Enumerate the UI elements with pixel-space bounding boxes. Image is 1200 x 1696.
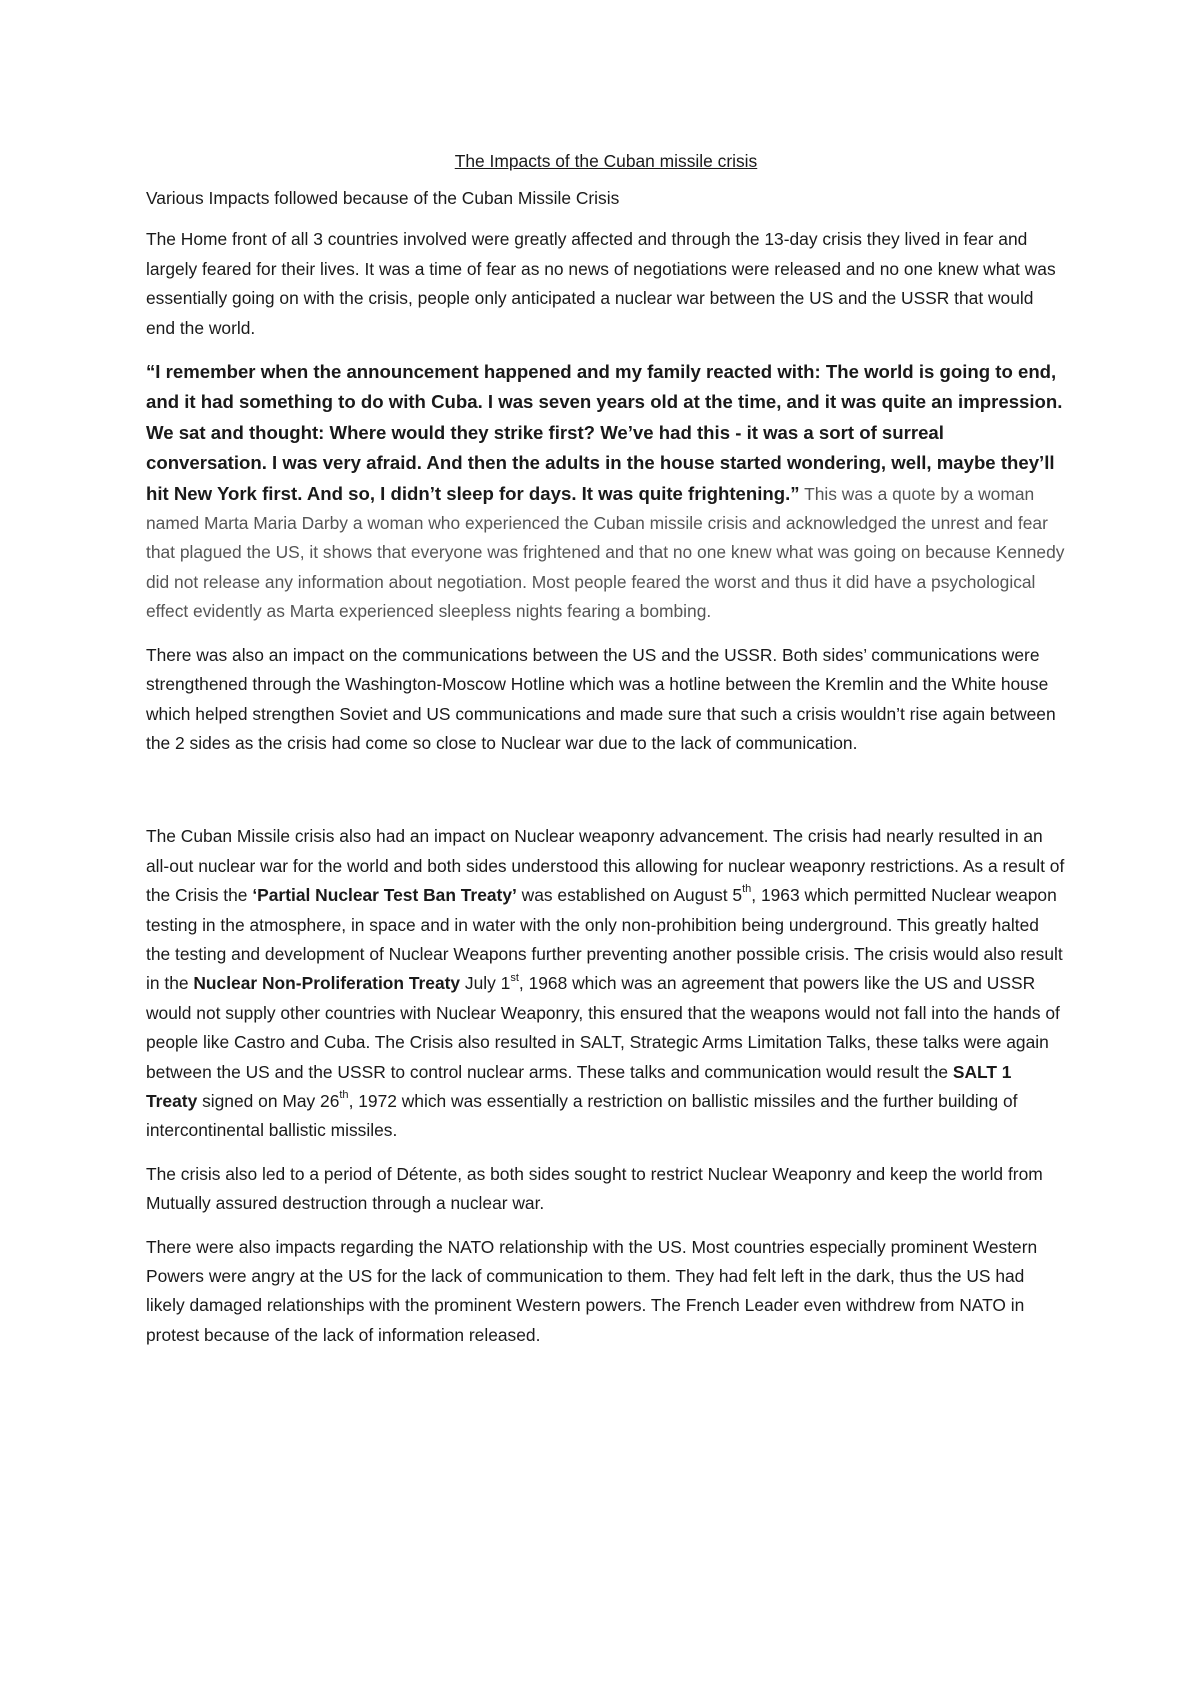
weaponry-paragraph xyxy=(146,822,1066,1145)
home-front-paragraph: The Home front of all 3 countries involved were greatly affected and through the 13-day crisis they lived in fear and largely feared for their lives. It was a time of fear as no news of negotiations were released and no one knew what was essentially going on with the crisis, people only anticipated a nuclear war between the US and the USSR that would end the world. xyxy=(146,229,1056,338)
paragraph-spacer xyxy=(146,772,1066,822)
weaponry-text-1: The Cuban Missile crisis also had an impact on Nuclear weaponry advancement. The crisis had nearly resulted in an all-out nuclear war for the world and both sides understood this allowing for nuclear weaponry restrictions. As a result of the Crisis the xyxy=(146,826,1065,906)
weaponry-text-7: , 1972 which was essentially a restriction on ballistic missiles and the further building of intercontinental ballistic missiles. xyxy=(146,1090,1018,1141)
weaponry-text-2: was established on August 5 xyxy=(516,885,743,906)
document-title: The Impacts of the Cuban missile crisis xyxy=(454,151,758,171)
weaponry-text-3: , 1963 which permitted Nuclear weapon testing in the atmosphere, in space and in water with the only non-prohibition being underground. This greatly halted the testing and development of Nuclear Weapons further preventing another possible crisis. The crisis would also result in the xyxy=(146,885,1063,994)
ordinal-suffix: th xyxy=(742,883,752,896)
non-proliferation-treaty-name: Nuclear Non-Proliferation Treaty xyxy=(193,973,461,994)
detente-paragraph: The crisis also led to a period of Détente, as both sides sought to restrict Nuclear Weaponry and keep the world from Mutually assured destruction through a nuclear war. xyxy=(146,1163,1043,1214)
communications-paragraph: There was also an impact on the communications between the US and the USSR. Both sides’ communications were strengthened through the Washington-Moscow Hotline which was a hotline between the Kremlin and the White house which helped strengthen Soviet and US communications and made sure that such a crisis wouldn’t rise again between the 2 sides as the crisis had come so close to Nuclear war due to the lack of communication. xyxy=(146,644,1056,753)
quote-commentary: This was a quote by a woman named Marta Maria Darby a woman who experienced the Cuban missile crisis and acknowledged the unrest and fear that plagued the US, it shows that everyone was frightened and that no one knew what was going on because Kennedy did not release any information about negotiation. Most people feared the worst and thus it did have a psychological effect evidently as Marta experienced sleepless nights fearing a bombing. xyxy=(146,483,1065,622)
ordinal-suffix: th xyxy=(339,1089,349,1102)
quote-paragraph xyxy=(146,357,1066,627)
weaponry-text-4: July 1 xyxy=(460,973,511,994)
weaponry-text-6: signed on May 26 xyxy=(197,1090,340,1111)
nato-paragraph: There were also impacts regarding the NATO relationship with the US. Most countries especially prominent Western Powers were angry at the US for the lack of communication to them. They had felt left in the dark, thus the US had likely damaged relationships with the prominent Western powers. The French Leader even withdrew from NATO in protest because of the lack of information released. xyxy=(146,1236,1038,1345)
quote-text: “I remember when the announcement happened and my family reacted with: The world is going to end, and it had something to do with Cuba. I was seven years old at the time, and it was quite an impression. We sat and thought: Where would they strike first? We’ve had this - it was a sort of surreal conversation. I was very afraid. And then the adults in the house started wondering, well, maybe they’ll hit New York first. And so, I didn’t sleep for days. It was quite frightening.” xyxy=(146,361,1063,504)
document-body xyxy=(146,148,1066,1364)
intro-paragraph: Various Impacts followed because of the Cuban Missile Crisis xyxy=(146,188,620,208)
test-ban-treaty-name: ‘Partial Nuclear Test Ban Treaty’ xyxy=(252,885,517,906)
weaponry-text-5: , 1968 which was an agreement that powers like the US and USSR would not supply other countries with Nuclear Weaponry, this ensured that the weapons would not fall into the hands of people like Castro and Cuba. The Crisis also resulted in SALT, Strategic Arms Limitation Talks, these talks were again between the US and the USSR to control nuclear arms. These talks and communication would result the xyxy=(146,973,1060,1082)
salt-treaty-name: SALT 1 Treaty xyxy=(146,1061,1012,1111)
ordinal-suffix: st xyxy=(510,971,519,984)
